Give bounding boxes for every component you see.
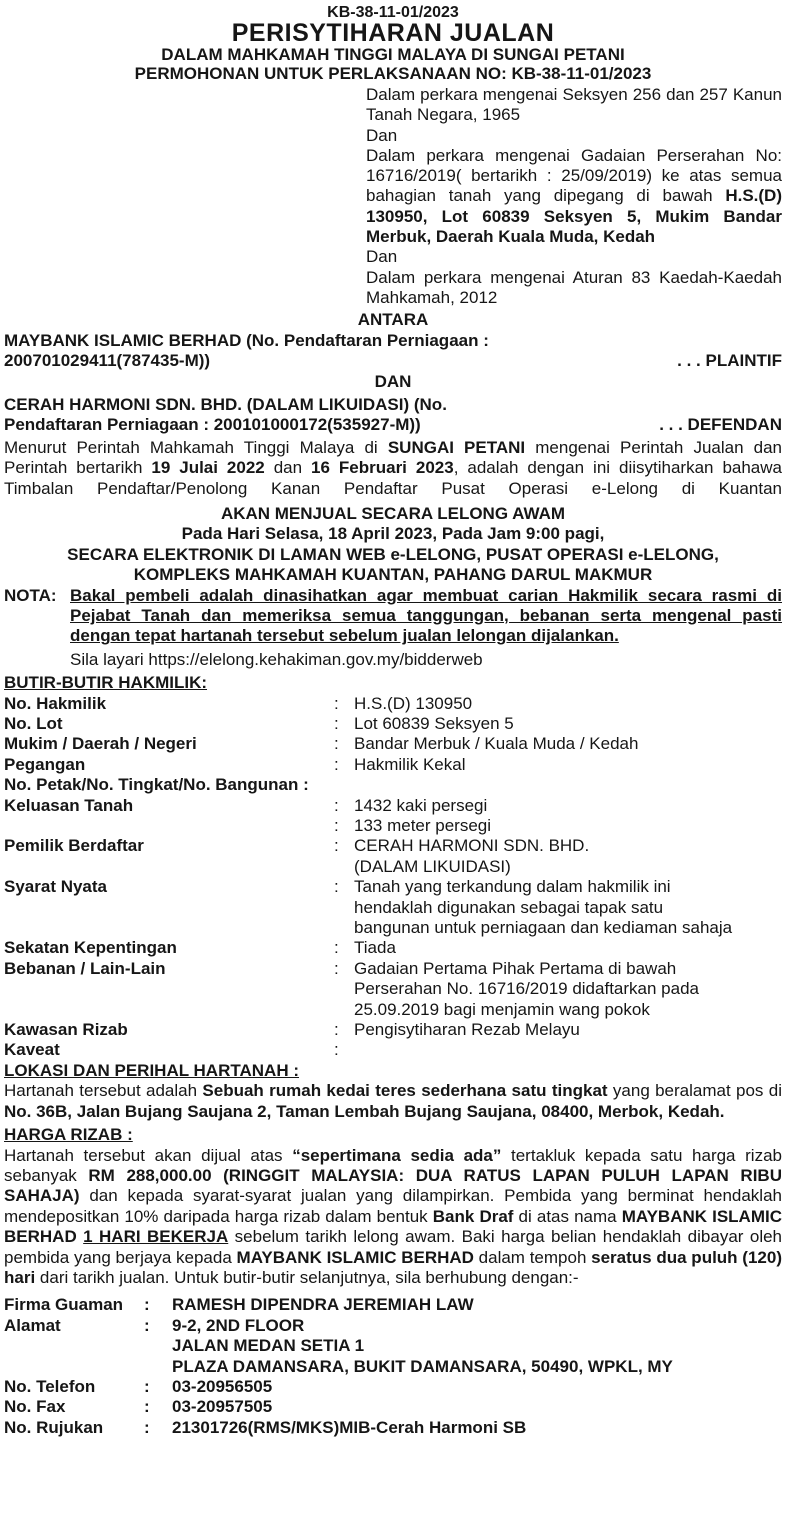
intro-date-1: 19 Julai 2022 bbox=[151, 458, 265, 478]
auction-block bbox=[4, 504, 782, 586]
intro-date-2: 16 Februari 2023 bbox=[311, 458, 454, 478]
bidder-website-line: Sila layari https://elelong.kehakiman.gov.my/bidderweb bbox=[70, 649, 483, 669]
title-details-heading: BUTIR-BUTIR HAKMILIK: bbox=[4, 673, 208, 693]
matter-and-2: Dan bbox=[366, 247, 398, 267]
detail-row bbox=[4, 734, 782, 754]
detail-row bbox=[4, 796, 782, 816]
between-label: ANTARA bbox=[357, 310, 429, 330]
detail-row bbox=[4, 694, 782, 714]
contact-value: RAMESH DIPENDRA JEREMIAH LAW bbox=[172, 1295, 474, 1315]
detail-key: Sekatan Kepentingan bbox=[4, 938, 177, 958]
reserve-text-1: Hartanah tersebut akan dijual atas bbox=[4, 1145, 293, 1165]
note-block bbox=[4, 586, 782, 647]
auction-line-3: SECARA ELEKTRONIK DI LAMAN WEB e-LELONG, PUSAT OPERASI e-LELONG, bbox=[67, 544, 719, 564]
matter-and-1: Dan bbox=[366, 125, 398, 145]
contact-colon: : bbox=[144, 1376, 150, 1396]
matter-line-1: Dalam perkara mengenai Seksyen 256 dan 257 Kanun Tanah Negara, 1965 bbox=[366, 85, 782, 125]
reserve-text-4: di atas nama bbox=[513, 1206, 622, 1226]
detail-colon: : bbox=[334, 754, 339, 774]
detail-key: Bebanan / Lain-Lain bbox=[4, 958, 166, 978]
intro-text-4: , adalah dengan ini diisytiharkan bahawa Timbalan Pendaftar/Penolong Kanan Pendaftar Pusat Operasi e-Lelong di Kuantan bbox=[4, 458, 782, 498]
detail-colon: : bbox=[334, 938, 339, 958]
detail-colon: : bbox=[334, 958, 339, 978]
reserve-text-3: dan kepada syarat-syarat jualan yang dilampirkan. Pembida yang berminat hendaklah mendepositkan 10% daripada harga rizab dalam bentuk bbox=[4, 1186, 782, 1226]
detail-value: Pengisytiharan Rezab Melayu bbox=[354, 1020, 580, 1040]
contact-value: 21301726(RMS/MKS)MIB-Cerah Harmoni SB bbox=[172, 1417, 527, 1437]
reserve-paragraph bbox=[4, 1146, 782, 1289]
detail-value: Hakmilik Kekal bbox=[354, 754, 466, 774]
detail-colon: : bbox=[334, 734, 339, 754]
intro-paragraph bbox=[4, 438, 782, 499]
detail-key: Mukim / Daerah / Negeri bbox=[4, 734, 197, 754]
detail-value: CERAH HARMONI SDN. BHD. (DALAM LIKUIDASI) bbox=[354, 836, 590, 876]
contact-row bbox=[4, 1377, 673, 1397]
and-label: DAN bbox=[374, 372, 412, 392]
plaintiff-name: MAYBANK ISLAMIC BERHAD (No. Pendaftaran Perniagaan : 200701029411(787435-M)) bbox=[4, 330, 489, 371]
detail-colon: : bbox=[334, 836, 339, 856]
plaintiff-row bbox=[4, 331, 782, 372]
contact-colon: : bbox=[144, 1315, 150, 1335]
matter-block bbox=[366, 85, 782, 308]
detail-value: Bandar Merbuk / Kuala Muda / Kedah bbox=[354, 734, 639, 754]
detail-value: Tanah yang terkandung dalam hakmilik ini hendaklah digunakan sebagai tapak satu bangunan untuk perniagaan dan kediaman sahaja bbox=[354, 877, 733, 938]
property-title-bold: H.S.(D) 130950, Lot 60839 Seksyen 5, Mukim Bandar Merbuk, Daerah Kuala Muda, Kedah bbox=[366, 186, 782, 247]
reserve-text-2: tertakluk kepada satu harga rizab sebanyak bbox=[4, 1145, 782, 1185]
contact-row bbox=[4, 1295, 673, 1315]
reserve-price: RM 288,000.00 (RINGGIT MALAYSIA: DUA RATUS LAPAN PULUH LAPAN RIBU SAHAJA) bbox=[4, 1165, 782, 1206]
contact-value: 03-20957505 bbox=[172, 1397, 273, 1417]
detail-value bbox=[354, 775, 782, 795]
detail-value: Gadaian Pertama Pihak Pertama di bawah Perserahan No. 16716/2019 didaftarkan pada 25.09.2019 bagi menjamin wang pokok bbox=[354, 958, 699, 1019]
defendant-role: . . . DEFENDAN bbox=[659, 415, 782, 435]
detail-key: Pemilik Berdaftar bbox=[4, 836, 144, 856]
defendant-name: CERAH HARMONI SDN. BHD. (DALAM LIKUIDASI) (No. Pendaftaran Perniagaan : 200101000172(535927-M)) bbox=[4, 394, 447, 435]
detail-row bbox=[4, 714, 782, 734]
title-details-table bbox=[4, 694, 782, 1061]
detail-colon: : bbox=[334, 816, 339, 836]
location-paragraph bbox=[4, 1081, 782, 1122]
payee-name: MAYBANK ISLAMIC BERHAD bbox=[4, 1206, 782, 1247]
court-name: DALAM MAHKAMAH TINGGI MALAYA DI SUNGAI PETANI bbox=[161, 45, 625, 64]
detail-value bbox=[354, 1040, 782, 1060]
matter-line-2 bbox=[366, 146, 782, 247]
defendant-row bbox=[4, 395, 782, 436]
detail-key bbox=[4, 816, 332, 836]
detail-row bbox=[4, 755, 782, 775]
detail-key: Kaveat bbox=[4, 1040, 60, 1060]
notice-title: PERISYTIHARAN JUALAN bbox=[231, 19, 555, 47]
detail-row bbox=[4, 1020, 782, 1040]
application-number: PERMOHONAN UNTUK PERLAKSANAAN NO: KB-38-11-01/2023 bbox=[134, 64, 652, 83]
detail-colon bbox=[332, 775, 354, 795]
contact-key: Firma Guaman bbox=[4, 1295, 124, 1315]
location-text-2: yang beralamat pos di bbox=[607, 1081, 782, 1101]
detail-key: Keluasan Tanah bbox=[4, 795, 134, 815]
notice-reference: KB-38-11-01/2023 bbox=[327, 4, 459, 21]
contact-key: No. Telefon bbox=[4, 1376, 96, 1396]
detail-key: Pegangan bbox=[4, 754, 86, 774]
bank-draft: Bank Draf bbox=[432, 1206, 514, 1226]
detail-colon: : bbox=[334, 713, 339, 733]
detail-colon: : bbox=[334, 693, 339, 713]
detail-row bbox=[4, 938, 782, 958]
location-heading: LOKASI DAN PERIHAL HARTANAH : bbox=[4, 1060, 299, 1080]
detail-value: 133 meter persegi bbox=[354, 816, 492, 836]
note-label: NOTA: bbox=[4, 585, 57, 605]
detail-colon: : bbox=[334, 1040, 339, 1060]
auction-line-4: KOMPLEKS MAHKAMAH KUANTAN, PAHANG DARUL MAKMUR bbox=[133, 565, 653, 585]
contact-row bbox=[4, 1418, 673, 1438]
detail-row bbox=[4, 959, 782, 1020]
contact-colon: : bbox=[144, 1417, 150, 1437]
contact-value: 03-20956505 bbox=[172, 1376, 273, 1396]
intro-text-2: mengenai Perintah Jualan dan Perintah bertarikh bbox=[4, 437, 783, 478]
auction-line-1: AKAN MENJUAL SECARA LELONG AWAM bbox=[220, 503, 566, 523]
detail-colon: : bbox=[334, 1020, 339, 1040]
contact-key: No. Fax bbox=[4, 1397, 66, 1417]
payment-period: seratus dua puluh (120) hari bbox=[4, 1247, 782, 1287]
detail-value: Lot 60839 Seksyen 5 bbox=[354, 713, 514, 733]
detail-key: No. Petak/No. Tingkat/No. Bangunan : bbox=[4, 775, 309, 795]
contact-row bbox=[4, 1397, 673, 1417]
intro-court-location: SUNGAI PETANI bbox=[387, 437, 526, 457]
detail-key: No. Hakmilik bbox=[4, 693, 107, 713]
reserve-text-5: sebelum tarikh lelong awam. Baki harga belian hendaklah dibayar oleh pembida yang berjaya kepada bbox=[4, 1227, 782, 1267]
auction-line-2: Pada Hari Selasa, 18 April 2023, Pada Jam 9:00 pagi, bbox=[181, 524, 605, 544]
detail-value: H.S.(D) 130950 bbox=[354, 693, 473, 713]
detail-row bbox=[4, 836, 782, 877]
plaintiff-role: . . . PLAINTIF bbox=[677, 351, 782, 371]
reserve-text-7: dari tarikh jualan. Untuk butir-butir selanjutnya, sila berhubung dengan:- bbox=[35, 1267, 579, 1287]
detail-value: 1432 kaki persegi bbox=[354, 795, 488, 815]
contact-table bbox=[4, 1295, 673, 1438]
property-address: No. 36B, Jalan Bujang Saujana 2, Taman Lembah Bujang Saujana, 08400, Merbok, Kedah. bbox=[4, 1101, 725, 1121]
balance-payee: MAYBANK ISLAMIC BERHAD bbox=[236, 1247, 474, 1267]
detail-key: No. Lot bbox=[4, 713, 63, 733]
as-is-phrase: “sepertimana sedia ada” bbox=[292, 1145, 502, 1165]
property-type: Sebuah rumah kedai teres sederhana satu tingkat bbox=[202, 1081, 608, 1101]
reserve-text-6: dalam tempoh bbox=[473, 1247, 592, 1267]
matter-line-3: Dalam perkara mengenai Aturan 83 Kaedah-Kaedah Mahkamah, 2012 bbox=[366, 267, 782, 307]
contact-key: Alamat bbox=[4, 1315, 61, 1335]
detail-key: Kawasan Rizab bbox=[4, 1020, 128, 1040]
contact-colon: : bbox=[144, 1295, 150, 1315]
note-text: Bakal pembeli adalah dinasihatkan agar membuat carian Hakmilik secara rasmi di Pejabat Tanah dan memeriksa semua tanggungan, bebanan serta mengenal pasti dengan tepat hartanah tersebut sebelum jualan lelongan dijalankan. bbox=[70, 585, 782, 646]
intro-text-3: dan bbox=[264, 458, 312, 478]
detail-colon: : bbox=[334, 795, 339, 815]
deposit-deadline: 1 HARI BEKERJA bbox=[83, 1227, 229, 1247]
detail-row bbox=[4, 775, 782, 795]
detail-row bbox=[4, 877, 782, 938]
reserve-heading: HARGA RIZAB : bbox=[4, 1125, 133, 1145]
detail-row bbox=[4, 1040, 782, 1060]
contact-key: No. Rujukan bbox=[4, 1417, 104, 1437]
detail-colon: : bbox=[334, 877, 339, 897]
contact-value: 9-2, 2ND FLOOR JALAN MEDAN SETIA 1 PLAZA DAMANSARA, BUKIT DAMANSARA, 50490, WPKL, MY bbox=[172, 1315, 673, 1376]
contact-colon: : bbox=[144, 1397, 150, 1417]
matter-line-2-text: Dalam perkara mengenai Gadaian Perserahan No: 16716/2019( bertarikh : 25/09/2019) ke atas semua bahagian tanah yang dipegang di bawah bbox=[366, 145, 782, 206]
contact-row bbox=[4, 1316, 673, 1377]
detail-row bbox=[4, 816, 782, 836]
detail-value: Tiada bbox=[354, 938, 396, 958]
intro-text-1: Menurut Perintah Mahkamah Tinggi Malaya di bbox=[4, 437, 388, 457]
location-text-1: Hartanah tersebut adalah bbox=[4, 1081, 203, 1101]
detail-key: Syarat Nyata bbox=[4, 877, 108, 897]
